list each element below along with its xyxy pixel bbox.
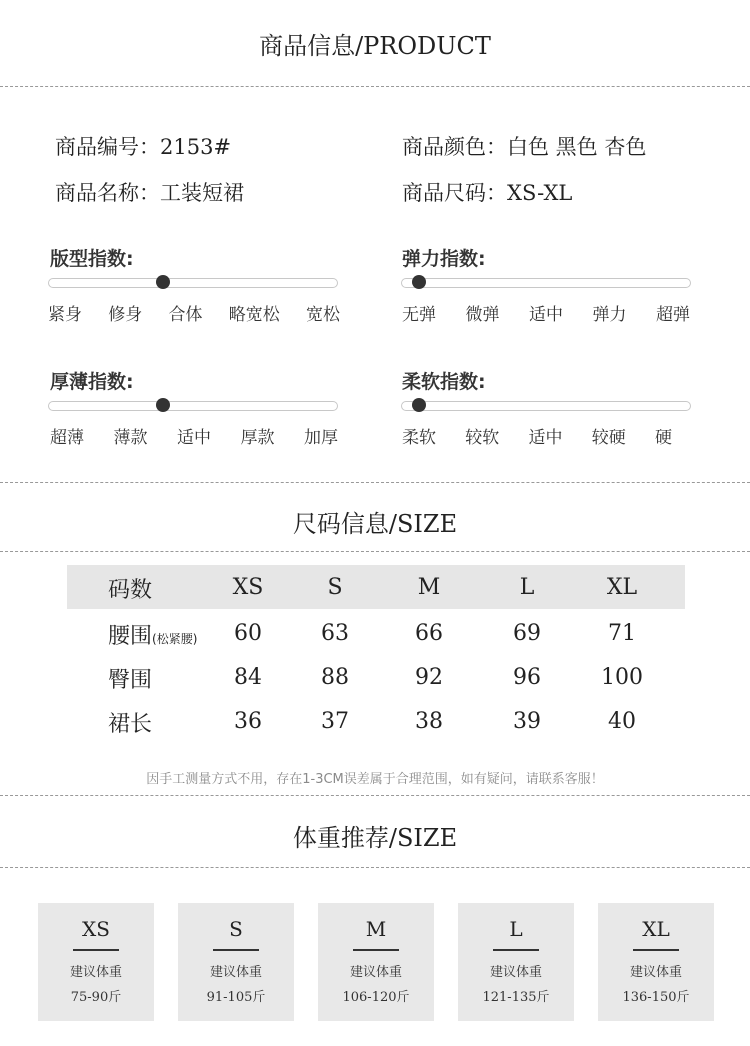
index-label: 薄款 [113, 428, 148, 448]
index-label: 厚款 [240, 428, 275, 448]
index-label: 超薄 [50, 428, 84, 448]
index-label: 适中 [528, 428, 563, 448]
product-name: 商品名称：工装短裙 [55, 181, 244, 205]
table-cell: 69 [513, 621, 541, 646]
table-row-label: 臀围 [108, 668, 153, 693]
product-sizes: 商品尺码：XS-XL [402, 181, 573, 205]
index-label: 紧身 [48, 305, 82, 325]
divider [0, 86, 750, 87]
weight-card [178, 903, 294, 1021]
elastic-index-knob [412, 275, 426, 289]
softness-index-title: 柔软指数: [402, 371, 486, 393]
fit-index-knob [156, 275, 170, 289]
table-cell: 88 [321, 665, 349, 690]
card-underline [213, 949, 259, 951]
card-range: 121-135斤 [482, 990, 550, 1005]
card-range: 136-150斤 [622, 990, 690, 1005]
index-label: 修身 [108, 305, 143, 325]
divider [0, 551, 750, 552]
thickness-index-labels [50, 423, 338, 448]
softness-index-track [401, 401, 691, 411]
table-cell: 63 [321, 621, 349, 646]
table-cell: 60 [234, 621, 262, 646]
table-cell: 100 [601, 665, 643, 690]
weight-card [318, 903, 434, 1021]
card-size: XS [82, 917, 110, 941]
card-label: 建议体重 [349, 965, 402, 980]
card-label: 建议体重 [629, 965, 682, 980]
fit-index-track [48, 278, 338, 288]
table-cell: 92 [415, 665, 443, 690]
index-label: 超弹 [656, 305, 690, 325]
table-cell: 36 [234, 709, 262, 734]
softness-index-labels [402, 423, 672, 448]
index-label: 适中 [177, 428, 211, 448]
table-cell: 39 [513, 709, 541, 734]
weight-card [598, 903, 714, 1021]
index-label: 无弹 [402, 305, 436, 325]
index-label: 微弹 [465, 305, 500, 325]
card-label: 建议体重 [209, 965, 262, 980]
card-size: M [365, 917, 387, 941]
product-section-title: 商品信息/PRODUCT [259, 32, 491, 60]
size-header-label: 码数 [108, 578, 153, 603]
card-range: 75-90斤 [70, 990, 122, 1005]
table-cell: 66 [415, 621, 443, 646]
size-section-title: 尺码信息/SIZE [292, 510, 458, 538]
table-cell: 84 [234, 665, 262, 690]
softness-index-knob [412, 398, 426, 412]
size-col-header: M [417, 575, 441, 600]
card-underline [633, 949, 679, 951]
index-label: 略宽松 [228, 305, 280, 325]
index-label: 较硬 [591, 428, 626, 448]
product-colors: 商品颜色：白色 黑色 杏色 [402, 135, 647, 159]
weight-card [458, 903, 574, 1021]
measurement-note: 因手工测量方式不用，存在1-3CM误差属于合理范围，如有疑问，请联系客服！ [146, 772, 604, 787]
index-label: 弹力 [592, 305, 627, 325]
table-cell: 96 [513, 665, 541, 690]
card-size: XL [642, 917, 670, 941]
index-label: 加厚 [304, 428, 338, 448]
table-cell: 71 [608, 621, 636, 646]
card-underline [493, 949, 539, 951]
weight-section-title: 体重推荐/SIZE [292, 824, 458, 852]
table-row-label [108, 619, 197, 650]
card-range: 91-105斤 [206, 990, 266, 1005]
index-label: 合体 [168, 305, 203, 325]
index-label: 适中 [529, 305, 563, 325]
card-underline [353, 949, 399, 951]
index-label: 较软 [465, 428, 500, 448]
row-label-text: 腰围 [108, 624, 153, 649]
card-underline [73, 949, 119, 951]
size-col-header: L [519, 575, 535, 600]
weight-card [38, 903, 154, 1021]
divider [0, 867, 750, 868]
fit-index-labels [48, 300, 340, 325]
table-cell: 37 [321, 709, 349, 734]
table-row-label: 裙长 [108, 712, 153, 737]
thickness-index-track [48, 401, 338, 411]
thickness-index-title: 厚薄指数: [50, 371, 134, 393]
size-col-header: XL [606, 575, 638, 600]
card-range: 106-120斤 [342, 990, 410, 1005]
elastic-index-track [401, 278, 691, 288]
index-label: 硬 [655, 428, 672, 448]
size-col-header: XS [232, 575, 264, 600]
product-code: 商品编号：2153# [55, 135, 232, 159]
card-label: 建议体重 [489, 965, 542, 980]
card-size: L [509, 917, 523, 941]
table-cell: 40 [608, 709, 636, 734]
size-col-header: S [327, 575, 343, 600]
divider [0, 795, 750, 796]
table-cell: 38 [415, 709, 443, 734]
thickness-index-knob [156, 398, 170, 412]
fit-index-title: 版型指数: [50, 248, 134, 270]
row-label-note: (松紧腰) [152, 632, 198, 646]
elastic-index-title: 弹力指数: [402, 248, 486, 270]
card-label: 建议体重 [69, 965, 122, 980]
index-label: 宽松 [306, 305, 340, 325]
card-size: S [229, 917, 243, 941]
elastic-index-labels [402, 300, 690, 325]
divider [0, 482, 750, 483]
index-label: 柔软 [402, 428, 436, 448]
